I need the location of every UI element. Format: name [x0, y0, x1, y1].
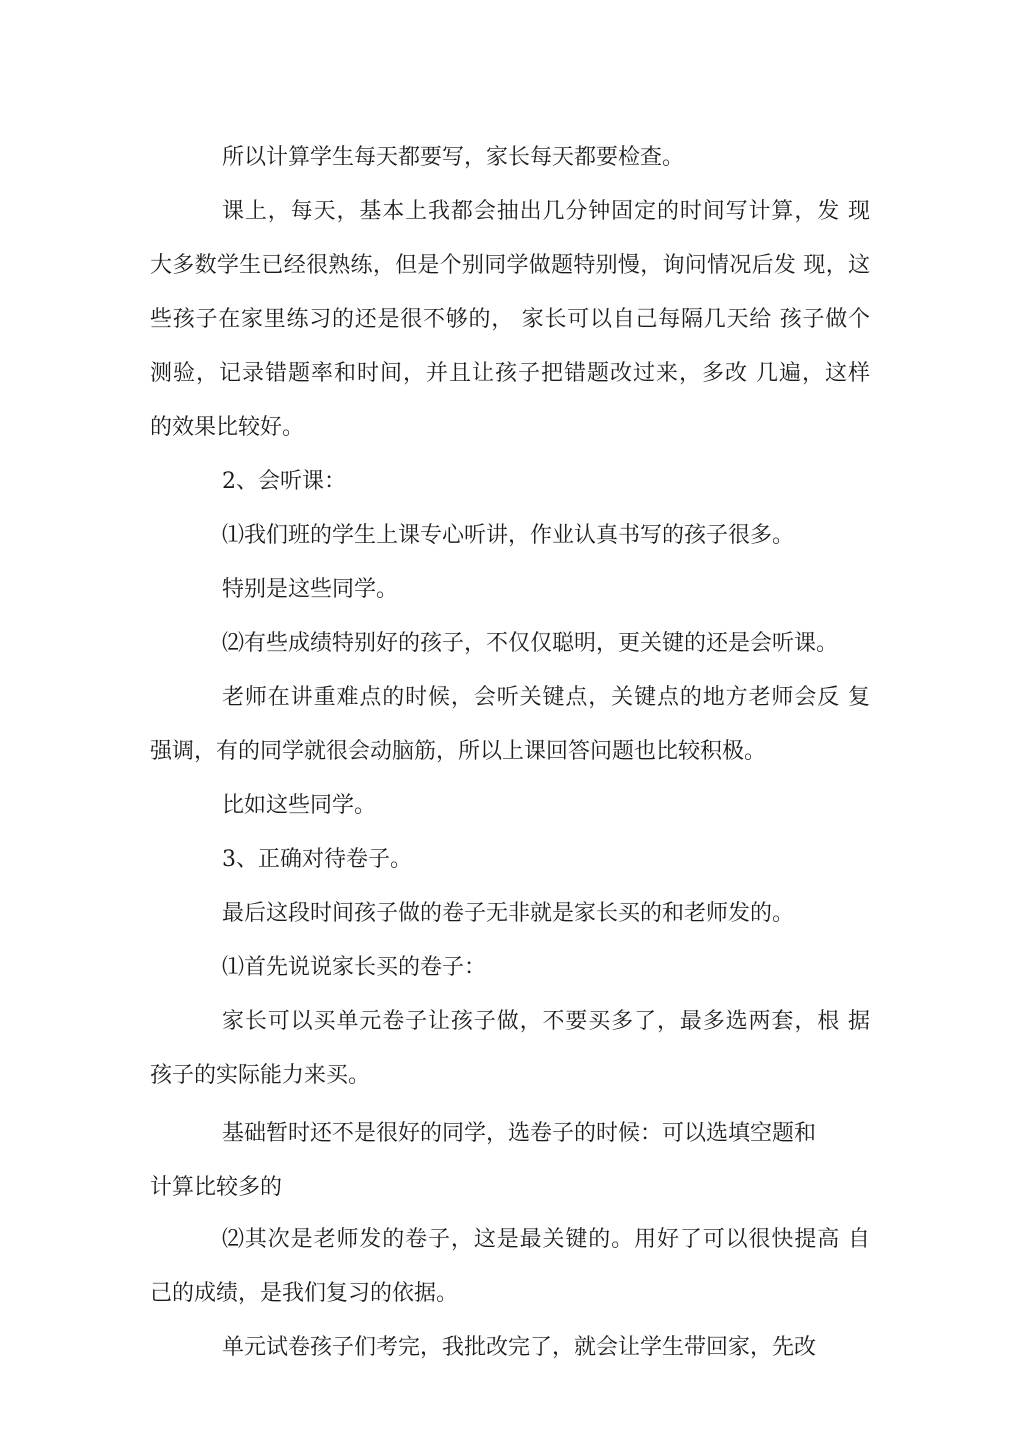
text-line: 大多数学生已经很熟练，但是个别同学做题特别慢，询问情况后发 现，这 [150, 253, 870, 278]
text-line: ⑴首先说说家长买的卷子： [222, 955, 487, 980]
section-heading: 2、会听课： [222, 469, 346, 494]
text-line: ⑵其次是老师发的卷子，这是最关键的。用好了可以很快提高 自 [222, 1227, 870, 1252]
text-line: 些孩子在家里练习的还是很不够的， 家长可以自己每隔几天给 孩子做个 [150, 307, 870, 332]
text-line: 己的成绩，是我们复习的依据。 [150, 1281, 459, 1306]
text-line: ⑴我们班的学生上课专心听讲，作业认真书写的孩子很多。 [222, 523, 795, 548]
text-line: 最后这段时间孩子做的卷子无非就是家长买的和老师发的。 [222, 901, 795, 926]
text-line: 基础暂时还不是很好的同学，选卷子的时候：可以选填空题和 [222, 1121, 817, 1146]
text-line: 特别是这些同学。 [222, 577, 399, 602]
text-line: 老师在讲重难点的时候，会听关键点，关键点的地方老师会反 复 [222, 685, 870, 710]
text-line: 计算比较多的 [150, 1175, 283, 1200]
text-line: 单元试卷孩子们考完，我批改完了，就会让学生带回家，先改 [222, 1335, 817, 1360]
text-line: ⑵有些成绩特别好的孩子，不仅仅聪明，更关键的还是会听课。 [222, 631, 839, 656]
text-line: 测验，记录错题率和时间，并且让孩子把错题改过来，多改 几遍，这样 [150, 361, 870, 386]
section-heading: 3、正确对待卷子。 [222, 847, 412, 872]
text-line: 家长可以买单元卷子让孩子做，不要买多了，最多选两套，根 据 [222, 1009, 870, 1034]
text-line: 所以计算学生每天都要写，家长每天都要检查。 [222, 145, 685, 170]
text-line: 比如这些同学。 [222, 793, 377, 818]
text-line: 课上，每天，基本上我都会抽出几分钟固定的时间写计算，发 现 [222, 199, 870, 224]
text-line: 强调，有的同学就很会动脑筋，所以上课回答问题也比较积极。 [150, 739, 767, 764]
text-line: 孩子的实际能力来买。 [150, 1063, 371, 1088]
text-line: 的效果比较好。 [150, 415, 305, 440]
